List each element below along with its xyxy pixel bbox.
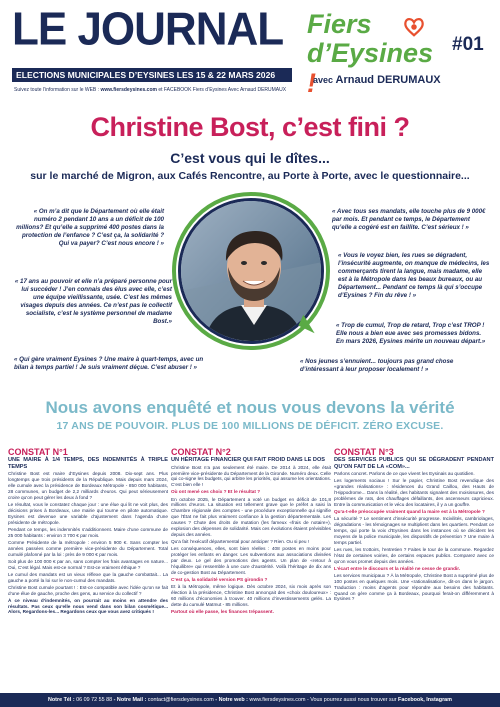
constat-2-paragraph: Et à la Métropole, même logique. Dès octobre 2024, six mois après son élection à la présidence, Christine Bost annonçait des «choix douloureux» : 60 millions d’économies à trouver. 40 millions d’investissements gelés. La dette du cumulé Matmut - 85 millions. — [171, 583, 331, 607]
subhead-secondary: sur le marché de Migron, aux Cafés Rencontre, au Porte à Porte, avec le questionnaire... — [30, 170, 470, 182]
constat-2-column — [171, 447, 331, 616]
journal-title: LE JOURNAL — [12, 3, 284, 56]
constat-3-highlight: L’écart entre le discours et la réalité ne cesse de grandir. — [334, 565, 461, 571]
masthead — [0, 0, 500, 112]
headline: Christine Bost, c’est fini ? — [90, 112, 410, 142]
constat-1-paragraph: Le cumul des mandats est un vieux réflexe que la gauche combattait... La gauche a porté la loi sur le non-cumul des mandats. — [8, 571, 168, 583]
issue-number: #01 — [452, 34, 484, 55]
constat-3-paragraph: Parlons concret. Parlons de ce que vivent les Eysinais au quotidien. — [334, 471, 475, 477]
constat-1-paragraph: Christine Bost cumule pourtant ! : Est-ce compatible avec l’idée qu’on se fait d’une élue de gauche, proche des gens, au service du collectif ? — [8, 584, 168, 596]
quote-left-2: « 17 ans au pouvoir et elle n’a préparé personne pour lui succéder ! J’en connais des élus avec elle, c’est une équipe vieillissante, usée. C’est les mêmes visages depuis des années. Ce n’est pas le collectif socialiste, c’est le système personnel de madame Bost.» — [14, 278, 172, 325]
quote-right-4: « Nos jeunes s’ennuient... toujours pas grand chose d’intéressant à leur proposer localement ! » — [300, 358, 454, 373]
heart-icon — [403, 16, 425, 38]
footer-tail: - Vous pourrez aussi nous trouver sur — [305, 697, 399, 703]
footer-social-links[interactable]: Facebook, Instagram — [398, 697, 452, 703]
constat-1-title: UNE MAIRE À 1/4 TEMPS, DES INDEMNITÉS À TRIPLE TEMPS — [8, 457, 168, 470]
follow-line — [14, 87, 286, 93]
constat-3-paragraph: La sécurité ? Le sentiment d’insécurité progresse. Incivilités, cambriolages, dégradations - les témoignages se multiplient dans les quartiers. Pendant ce temps, qui porte la voix d’Eysines dans les instances où se décident les moyens de la police municipale, les dispositifs de prévention ? Une maire à temps partiel. — [334, 516, 494, 545]
constat-2-paragraph: En octobre 2025, le Département a voté un budget en déficit de 101,8 millions d’euros. La situation est tellement grave que le préfet a saisi la Chambre régionale des comptes - une procédure exceptionnelle qui signifie que l’État ne fait plus vraiment confiance à la gestion départementale. Les causes ? Chute des droits de mutation (les fameux «frais de notaire»), explosion des dépenses de solidarité. Mais ces évolutions étaient prévisibles depuis des années. — [171, 496, 331, 537]
quote-left-3: « Qui gère vraiment Eysines ? Une maire à quart-temps, avec un bilan à temps partiel ! Je suis vraiment déçue. C’est abuser ! » — [14, 356, 204, 371]
footer-website-link[interactable]: www.fiersdeysines.com — [249, 697, 306, 703]
logo-fiers-text: Fiers — [307, 9, 372, 39]
constat-1-paragraph: Pendant ce temps, les indemnités s’additionnent. Maire d’une commune de 25 000 habitants : environ 3 700 € par mois. — [8, 526, 168, 538]
constat-1-paragraph: Le résultat, vous le constatez chaque jour : une élue qui lit ne voit plus, des décisions prises à Bordeaux, une mairie qui tourne en pilote automatique. Eysines est devenue une variable d’ajustement dans l’agenda d’une présidente de métropole. — [8, 501, 168, 525]
investigation-subtitle: 17 ANS DE POUVOIR. PLUS DE 100 MILLIONS DE DÉFICIT. ZÉRO EXCUSE. — [56, 420, 444, 432]
logo-avec-word: avec — [313, 75, 336, 85]
footer-web-label: - Notre web : — [213, 697, 250, 703]
constat-3-paragraph: Les rues, les trottoirs, l’entretien ? Faites le tour de la commune. Regardez l’état de certaines voiries, de certains espaces publics. Comparez avec ce qu’on vous promet depuis des années. — [334, 546, 494, 564]
footer-phone-link[interactable]: 06 09 72 55 88 — [76, 697, 113, 703]
election-band: ELECTIONS MUNICIPALES D’EYSINES LES 15 & 22 MARS 2026 — [12, 68, 292, 82]
constat-2-highlight: Partout où elle passe, les finances trépassent. — [171, 608, 274, 614]
quote-right-1: « Avec tous ses mandats, elle touche plus de 9 000€ par mois. Et pendant ce temps, le Département qu’elle a cogéré est en faillite. C’est sérieux ! » — [332, 208, 486, 231]
quote-left-1: « On m’a dit que le Département où elle était numéro 2 pendant 10 ans a un déficit de 100 millions? Et qu’elle a supprimé 400 postes dans la protection de l’enfance ? C’est ça, la solidarité ? Qui va payer? C’est nous encore ! » — [16, 208, 164, 247]
constat-1-paragraph: Comme Présidente de la métropole : environ 5 900 €. Sans compter les années passées comme première vice-présidente du Département. Total cumulé plafonné par la loi : près de 9 000 € par mois. — [8, 539, 168, 557]
constat-2-paragraph: Les conséquences, elles, sont bien réelles : 408 postes en moins pour protéger les enfants en danger. Les subventions aux associations divisées par deux. Le gel des promotions des agents. Un plan de «retour à l’équilibre» qui ressemble à une cure d’austérité. Voilà l’héritage de dix ans de co-gestion Bost au Département. — [171, 546, 331, 575]
constat-1-column — [8, 447, 168, 617]
footer-mail-label: - Notre Mail : — [112, 697, 148, 703]
follow-site-link[interactable]: www.fiersdeysines.com — [100, 87, 157, 93]
constat-2-highlight: C’est ça, la solidarité version PS girondin ? — [171, 576, 268, 582]
follow-prefix: Suivez toute l’information sur le WEB : — [14, 87, 101, 93]
constat-3-paragraph: Les services municipaux ? À la Métropole, Christine Bost a supprimé plus de 100 postes en quelques mois. Une «rationalisation», dit-on dans le jargon. Traduction : moins d’agents pour répondre aux besoins des habitants. Quand on gère comme ça à Bordeaux, pourquoi ferait-on différemment à Eysines ? — [334, 572, 494, 602]
constat-3-title: DES SERVICES PUBLICS QUI SE DÉGRADENT PENDANT QU’ON FAIT DE LA «COM»... — [334, 457, 494, 470]
constat-1-paragraph: À ce niveau d’indemnités, on pourrait au moins en attendre des résultats. Pas ceux qu’elle nous vend dans son bilan cosmétique... Alors, Regardons-les... Regardons ceux que vous avez critiqués ! — [8, 597, 168, 615]
constat-1-paragraph: Soit plus de 100 000 € par an, sans compter les frais avantages en nature... Oui, C’est légal. Mais est-ce normal ? Est-ce vraiment éthique ? — [8, 558, 168, 570]
constat-2-title: UN HÉRITAGE FINANCIER QUI FAIT FROID DANS LE DOS — [171, 457, 326, 463]
logo-avec-line — [313, 74, 441, 86]
logo-candidate-name: Arnaud DERUMAUX — [335, 74, 441, 86]
fiers-eysines-logo — [305, 10, 445, 105]
constat-2-label: CONSTAT N°2 — [171, 447, 231, 457]
constat-2-paragraph: Qu’a fait l’exécutif départemental pour anticiper ? Rien. Ou si peu ! — [171, 539, 310, 545]
constat-1-paragraph: Christine Bost est maire d’Eysines depuis 2008. Dix-sept ans. Plus longtemps que trois présidents de la République. Mais depuis mars 2024, elle cumule avec la présidence de Bordeaux Métropole - 850 000 habitants, 28 communes, un budget de 2,2 milliards d’euros. Qui peut sérieusement croire qu’on peut gérer les deux à fond ? — [8, 471, 168, 500]
constat-2-paragraph: Christine Bost n’a pas seulement été maire. De 2014 à 2024, elle était première vice-présidente du Département de la Gironde. Numéro deux. Celle qui co-signe les budgets, qui arbitre les priorités, qui assume les orientations. C’est bien elle ! — [171, 464, 331, 488]
footer-email-link[interactable]: contact@fiersdeysines.com — [147, 697, 214, 703]
investigation-title: Nous avons enquêté et nous vous devons la vérité — [45, 398, 455, 417]
quote-right-3: « Trop de cumul, Trop de retard, Trop c’est TROP ! Elle nous a bien eue avec ses promesses bidons. En mars 2026, Eysines mérite un nouveau départ.» — [336, 322, 486, 345]
constat-3-paragraph: Les logements sociaux ! Sur le papier, Christine Bost revendique des «grandes réalisations» : résidences du Grand Caillou, des Hauts de l’Hippodrome... Dans la réalité, des habitants signalent des moisissures, des problèmes de rats, des chauffages défaillants, des ascenseurs capricieux. Entre la communication et le vécu des locataires, il y a un gouffre. — [334, 478, 494, 507]
footer-contact-bar — [0, 693, 500, 707]
quote-right-2: « Vous le voyez bien, les rues se dégradent, l’insécurité augmente, on manque de médecins, les commerçants tirent la langue, mais madame, elle est à la Métropole dans les beaux bureaux, ou au Département... Pendant ce temps là qui s’occupe d’Eysines ? Fin du rêve ! » — [338, 252, 490, 299]
footer-tel-label: Notre Tél : — [48, 697, 77, 703]
logo-eysines-text — [307, 38, 445, 98]
constat-3-highlight: Qu’a-t-elle préoccupée vraiment quand la maire est à la Métropole ? — [334, 509, 485, 514]
constat-3-column — [334, 447, 494, 604]
subhead-primary: C’est vous qui le dîtes... — [170, 150, 330, 166]
constat-1-label: CONSTAT N°1 — [8, 447, 68, 457]
logo-eysines-word: d’Eysines — [307, 38, 434, 68]
constat-3-label: CONSTAT N°3 — [334, 447, 394, 457]
constat-2-highlight: Où ont mené ces choix ? Et le résultat ? — [171, 489, 261, 495]
follow-mid: et FACEBOOK Fiers d’Eysines Avec Arnaud DERUMAUX — [156, 87, 287, 93]
logo-exclamation: ! — [307, 68, 316, 98]
